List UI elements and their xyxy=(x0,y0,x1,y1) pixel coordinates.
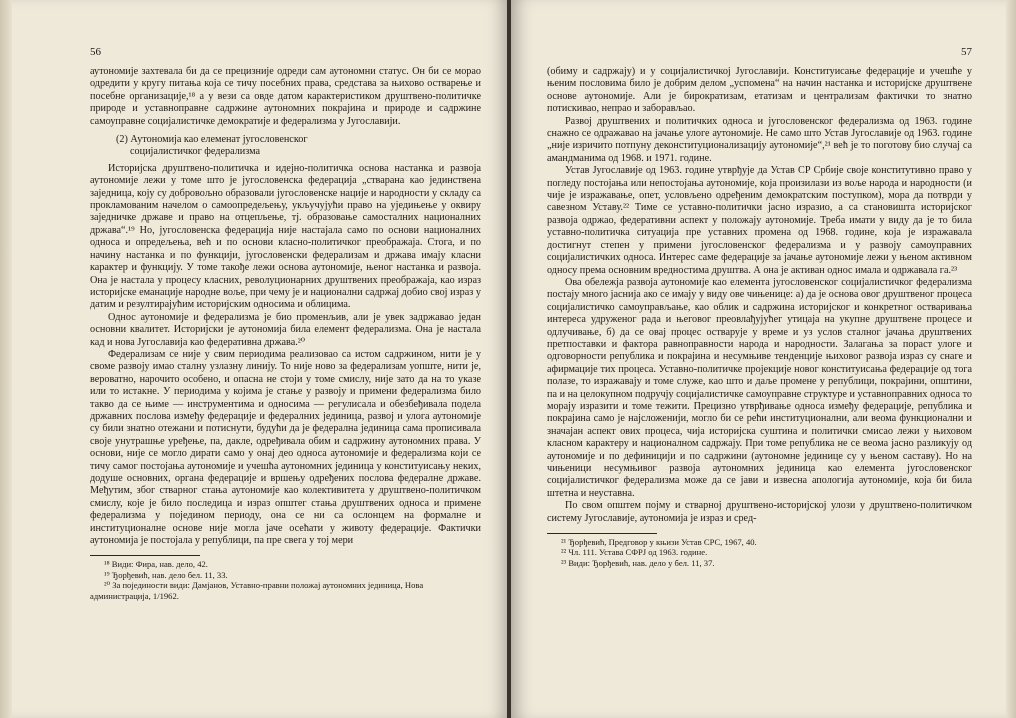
right-page-number: 57 xyxy=(961,46,972,58)
footnote-21-mark: ²¹ xyxy=(561,537,567,548)
footnote-21 xyxy=(547,537,972,547)
footnote-23-text: Види: Ђорђевић, нав. дело у бел. 11, 37. xyxy=(568,557,715,568)
left-paragraph-4: Федерализам се није у свим периодима реализовао са истом садржином, нити је у своме развоју имао сталну узлазну линију. То није ново за федерализам уопште, нити је, вероватно, нарочито особено, и опасна не стоји у томе смислу, није зато да на то указе или то истакне. У периодима у којима је стање у развоју и примени федерализма било такво да се њиме — инструментима и односима — регулисала и обезбеђивала подела државних послова између федерације и федералних јединица, развој и улога аутономије су били знатно отежани и потиснути, будући да је федерална јединица сама прописивала своје унутрашње уређење, па, дакле, одређивала обим и садржину аутономних права. У основи, није се могло дирати само у онај део односа аутономије и федерализма који се тичу самог постојања аутономије и учешћа аутономних јединица у конституисању неких, додуше основних, органа федерације и вршењу одређених послова федералне државе. Међутим, због стварног стања аутономије као колективитета у друштвено-политичком смислу, које је било последица и израз општег стања друштвених односа и примене федерализма у поједином периоду, она се ни са ослонцем на формалне и институционалне основе није могла јаче осећати у животу федерације. Фактички аутономија је постојала у републици, па пре свега у тој мери xyxy=(90,348,481,547)
footnote-19-mark: ¹⁹ xyxy=(104,569,110,580)
right-page-edge xyxy=(1006,0,1016,718)
right-paragraph-2: Развој друштвених и политичких односа и југословенског федерализма од 1963. године снажно се одражавао на јачање улоге аутономије. Не само што Устав Југославије од 1963. године „није изричито потпуну деконституционализацију аутономије“,²¹ већ је то поготову био случај са амандманима од 1968. и 1971. године. xyxy=(547,115,972,164)
footnote-19-text: Ђорђевић, нав. дело бел. 11, 33. xyxy=(111,569,228,580)
left-page-edge xyxy=(0,0,12,718)
footnote-20-mark: ²⁰ xyxy=(104,580,111,591)
left-paragraph-3: Однос аутономије и федерализма је био променљив, али је увек задржавао један основни квалитет. Историјски је аутономија била елемент федерализма. Она је настала кад и нова Југославија као федеративна држава.²⁰ xyxy=(90,311,481,348)
footnote-22 xyxy=(547,547,972,557)
left-page-number: 56 xyxy=(90,46,101,58)
footnote-20-text: За појединости види: Дамјанов, Уставно-правни положај аутономних јединица, Нова администрација, 1/1962. xyxy=(90,580,424,601)
left-paragraph-1: аутономије захтевала би да се прецизније одреди сам аутономни статус. Он би се морао одредити у кругу питања која се тичу посебних права, средстава за њихово остварење и посебне организације,¹⁸ а у вези са овде датом карактеристиком друштвено-политичке природе и уставноправне садржине аутономних покрајина и природе и садржине самоуправне социјалистичке демократије и федерализма у Југославији. xyxy=(90,66,481,127)
footnote-20 xyxy=(90,580,481,601)
footnote-23-mark: ²³ xyxy=(561,557,567,568)
section-heading-line-2: социјалистичког федерализма xyxy=(130,146,261,158)
footnote-21-text: Ђорђевић, Предговор у књизи Устав СРС, 1967, 40. xyxy=(568,537,757,548)
footnote-22-text: Чл. 111. Устава СФРЈ од 1963. године. xyxy=(568,547,708,558)
footnote-18-mark: ¹⁸ xyxy=(104,559,110,570)
section-heading-line-1: (2) Аутономија као елеменат југословенског xyxy=(116,134,308,146)
footnote-23 xyxy=(547,558,972,568)
footnote-22-mark: ²² xyxy=(561,547,567,558)
right-paragraph-4: Ова обележја развоја аутономије као елемента југословенског социјалистичког федерализма постају много јаснија ако се имају у виду ове чињенице: а) да је основа овог друштвеног процеса социјалистичко самоуправљање, као облик и садржина историјског и конкретног остваривања интереса удруженог рада и његовог преовлађујућег утицаја на укупне друштвене процесе и одлучивање, б) да се овај процес остварује у време и уз услов сталног јачања друштвених претпоставки и фактора равноправности народа и народности. Залагања за пораст улоге и одговорности република и покрајина и несумњиве тенденције њиховог развоја израз су снаге и афирмације тих процеса. Уставно-политичке пројекције новог конституисања федерације од тога полазе, то изражавају и томе служе, као што и даље промене у републици, покрајини, општини, па и на целокупном подручју социјалистичке самоуправне структуре и уставноправних односа то морају изразити и томе тежити. Прецизно утврђивање односа између федерације, република и покрајина само је најсложенији, могло би се рећи институционални, али веома функционални и значајан аспект ових процеса, чија историјска суштина и политички смисао лежи у њиховом класном карактеру и националном садржају. При томе република не се веома јасно разликују од аутономије и по дефиницији и по садржини (аутономне јединице су у њеном саставу). Но на чињеници несумњивог развоја аутономних јединица као елемента југословенског социјалистичког федерализма може да се јави и извесна апологија аутономије, која би била штетна и неуставна. xyxy=(547,276,972,499)
footnote-18-text: Види: Фира, нав. дело, 42. xyxy=(111,559,208,570)
footnote-19 xyxy=(90,570,481,580)
right-paragraph-1: (обиму и садржају) и у социјалистичкој Југославији. Конституисање федерације и учешће у њеним пословима било је добрим делом „успомена“ на начин настанка и историјске друштвене основе аутономије. Али је бирократизам, етатизам и централизам фактички то знатно потискивао, непрао и заборављао. xyxy=(547,66,972,115)
left-footnote-rule xyxy=(90,555,200,556)
section-heading xyxy=(116,134,481,159)
right-paragraph-3: Устав Југославије од 1963. године утврђује да Устав СР Србије своје конститутивно право у погледу постојања или непостојања аутономије, која произилази из воље народа и народности (и чије је изражавање, опет, условљено одређеним демократским поступком), мора да потврди у савезном Уставу.²² Тиме се уставно-политички јасно изразио, а са становишта историјског развоја одржао, федеративни аспект у положају аутономије. Треба имати у виду да је то била уставно-политичка ситуација пре уставних промена од 1968. године, која је изражавала достигнут степен у примени југословенског федерализма и у развоју самоуправних социјалистичких односа. Интерес саме федерације за јачање аутономије лежи у њеном активном односу према основним вредностима друштва. А она је активан однос имала и одржавала га.²³ xyxy=(547,165,972,276)
left-page-body xyxy=(90,66,481,547)
right-page-body xyxy=(547,66,972,525)
right-footnote-rule xyxy=(547,533,657,534)
left-paragraph-2: Историјска друштвено-политичка и идејно-политичка основа настанка и развоја аутономије лежи у томе што је југословенска федерација „стварана као јединствена заједница, коју су добровољно образовали југословенске нације и народности у складу са прокламованим начелом о самоопредељењу, укључујући право на уједињење у оквиру заједничке државе и право на отцепљење, тј. образовање самосталних националних држава“.¹⁹ Но, југословенска федерација није настајала само по основи националних односа и опредељења, већ и по основи класно-политичког преображаја. Стога, и по начину настанка и по функцији, југословенски федерализам и држава имају класни карактер и функцију. У томе такође лежи основа аутономије, њеног настанка и развоја. Она је настала у процесу класних, револуционарних друштвених преображаја, као израз историјске еманације народне воље, при чему је и национални садржај добио свој израз у датим и резултирајућим историјским односима и облицима. xyxy=(90,162,481,311)
footnote-18 xyxy=(90,559,481,569)
right-paragraph-5: По свом општем појму и стварној друштвено-историјској улози у друштвено-политичком систему Југославије, аутономија је израз и сред- xyxy=(547,500,972,524)
right-page xyxy=(511,0,1016,718)
